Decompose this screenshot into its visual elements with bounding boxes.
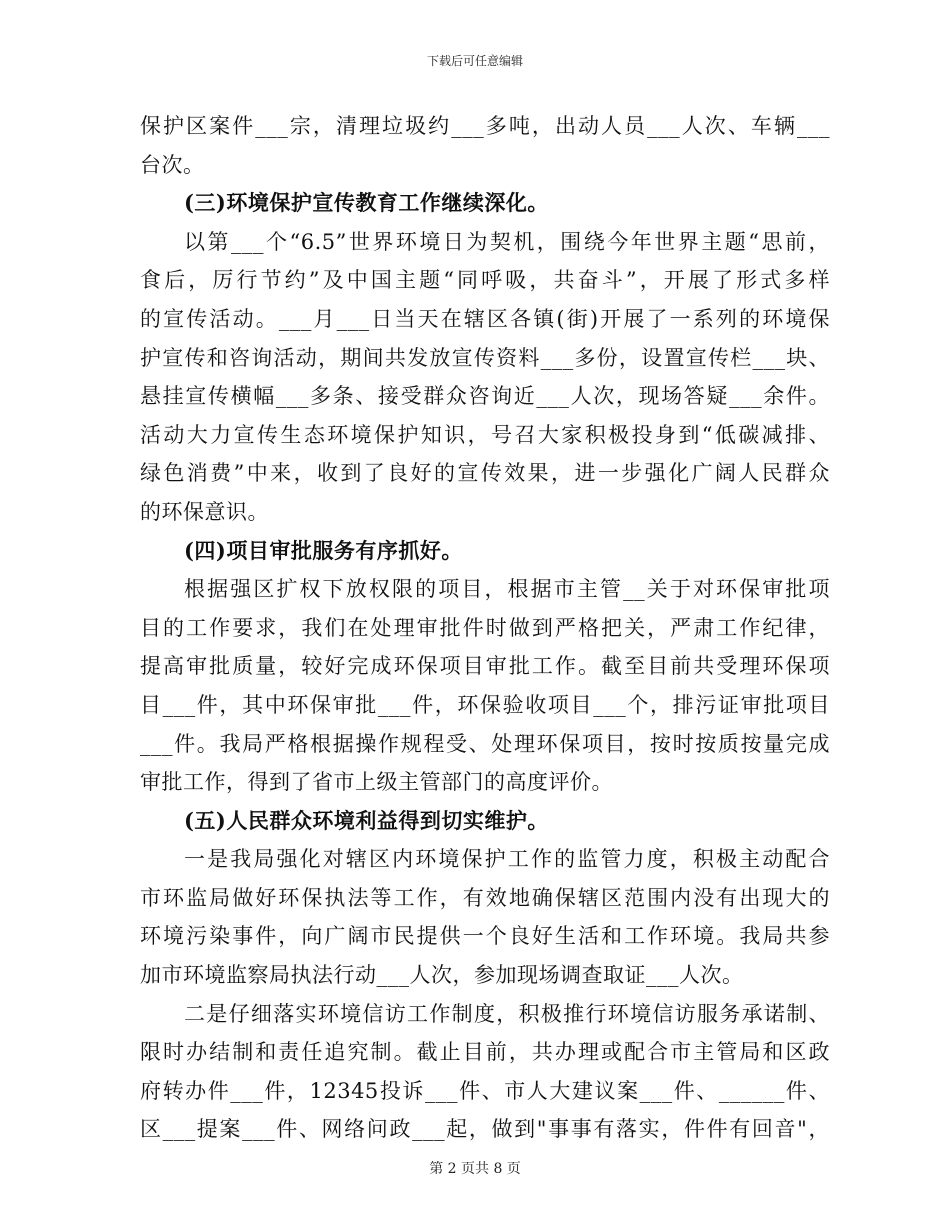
paragraph-line: 提高审批质量，较好完成环保项目审批工作。截至目前共受理环保项 bbox=[140, 654, 830, 679]
paragraph-line: 目___件，其中环保审批___件，环保验收项目___个，排污证审批项目 bbox=[140, 692, 830, 717]
section-heading: (三)环境保护宣传教育工作继续深化。 bbox=[184, 190, 549, 216]
paragraph-line: 府转办件___件，12345投诉___件、市人大建议案___件、______件、 bbox=[140, 1078, 830, 1103]
paragraph-line: 保护区案件___宗，清理垃圾约___多吨，出动人员___人次、车辆___ bbox=[140, 114, 830, 138]
paragraph-line: 护宣传和咨询活动，期间共发放宣传资料___多份，设置宣传栏___块、 bbox=[140, 345, 830, 370]
paragraph-line: 目的工作要求，我们在处理审批件时做到严格把关，严肃工作纪律， bbox=[140, 615, 830, 640]
paragraph-line: 限时办结制和责任追究制。截止目前，共办理或配合市主管局和区政 bbox=[140, 1040, 830, 1065]
document-body bbox=[140, 107, 830, 1149]
paragraph-line: 的环保意识。 bbox=[140, 499, 269, 524]
paragraph-line: 悬挂宣传横幅___多条、接受群众咨询近___人次，现场答疑___余件。 bbox=[140, 384, 830, 409]
page-header: 下载后可任意编辑 bbox=[426, 54, 523, 68]
page-footer: 第 2 页共 8 页 bbox=[429, 1161, 521, 1177]
paragraph-line: 以第___个“6.5”世界环境日为契机，围绕今年世界主题“思前， bbox=[184, 229, 830, 254]
paragraph-line: 的宣传活动。___月___日当天在辖区各镇(街)开展了一系列的环境保 bbox=[140, 306, 830, 331]
paragraph-line: 根据强区扩权下放权限的项目，根据市主管__关于对环保审批项 bbox=[184, 577, 830, 602]
paragraph-line: 区___提案___件、网络问政___起，做到"事事有落实，件件有回音"， bbox=[140, 1117, 830, 1142]
paragraph-line: 食后，厉行节约”及中国主题“同呼吸，共奋斗”，开展了形式多样 bbox=[140, 268, 830, 293]
section-heading: (五)人民群众环境利益得到切实维护。 bbox=[184, 807, 549, 833]
paragraph-line: 绿色消费”中来，收到了良好的宣传效果，进一步强化广阔人民群众 bbox=[140, 461, 830, 486]
paragraph-line: 活动大力宣传生态环境保护知识，号召大家积极投身到“低碳减排、 bbox=[140, 422, 830, 447]
paragraph-line: 二是仔细落实环境信访工作制度，积极推行环境信访服务承诺制、 bbox=[184, 1001, 830, 1026]
paragraph-line: ___件。我局严格根据操作规程受、处理环保项目，按时按质按量完成 bbox=[140, 731, 830, 756]
paragraph-line: 加市环境监察局执法行动___人次，参加现场调查取证___人次。 bbox=[140, 963, 744, 988]
paragraph-line: 市环监局做好环保执法等工作，有效地确保辖区范围内没有出现大的 bbox=[140, 885, 830, 910]
paragraph-line: 环境污染事件，向广阔市民提供一个良好生活和工作环境。我局共参 bbox=[140, 924, 830, 949]
paragraph-line: 审批工作，得到了省市上级主管部门的高度评价。 bbox=[140, 770, 613, 795]
paragraph-line: 台次。 bbox=[140, 152, 205, 177]
paragraph-line: 一是我局强化对辖区内环境保护工作的监管力度，积极主动配合 bbox=[184, 847, 830, 872]
section-heading: (四)项目审批服务有序抓好。 bbox=[184, 537, 463, 563]
